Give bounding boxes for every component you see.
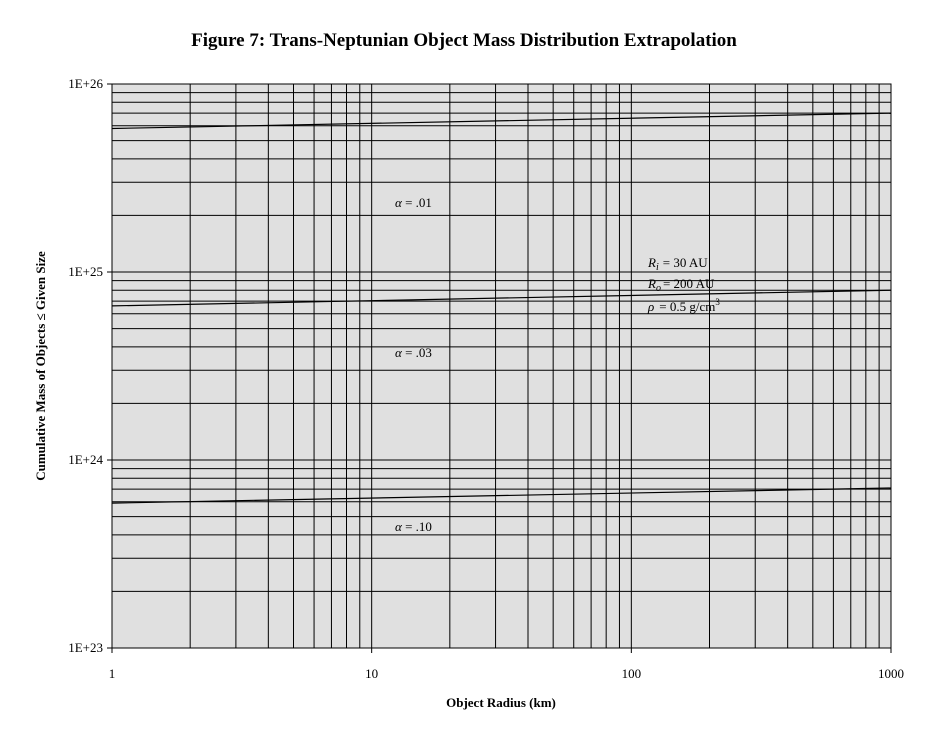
rho-value: = 0.5 g/cm — [659, 299, 716, 314]
x-tick-label: 100 — [621, 666, 642, 681]
y-tick-label: 1E+23 — [68, 640, 103, 655]
ro-symbol: R — [648, 276, 656, 291]
x-axis-label: Object Radius (km) — [446, 695, 556, 710]
chart-title: Figure 7: Trans-Neptunian Object Mass Distribution Extrapolation — [191, 30, 737, 51]
x-tick-label: 10 — [365, 666, 379, 681]
y-tick-label: 1E+24 — [68, 452, 103, 467]
ri-value: = 30 AU — [662, 255, 708, 270]
y-axis-label: Cumulative Mass of Objects ≤ Given Size — [33, 251, 48, 481]
x-tick-label: 1 — [108, 666, 116, 681]
ro-subscript: o — [655, 283, 661, 294]
ri-subscript: i — [655, 262, 659, 273]
y-tick-label: 1E+26 — [68, 76, 103, 91]
ri-symbol: R — [648, 255, 656, 270]
series-label: α = .03 — [395, 345, 432, 360]
series-label: α = .01 — [395, 195, 432, 210]
series-label: α = .10 — [395, 519, 432, 534]
plot-area — [112, 84, 891, 648]
y-tick-label: 1E+25 — [68, 264, 103, 279]
x-tick-label: 1000 — [878, 666, 904, 681]
ro-value: = 200 AU — [662, 276, 715, 291]
x-axis — [109, 648, 904, 681]
rho-symbol: ρ — [648, 299, 655, 314]
y-axis — [68, 76, 112, 655]
rho-superscript: 3 — [715, 297, 720, 307]
